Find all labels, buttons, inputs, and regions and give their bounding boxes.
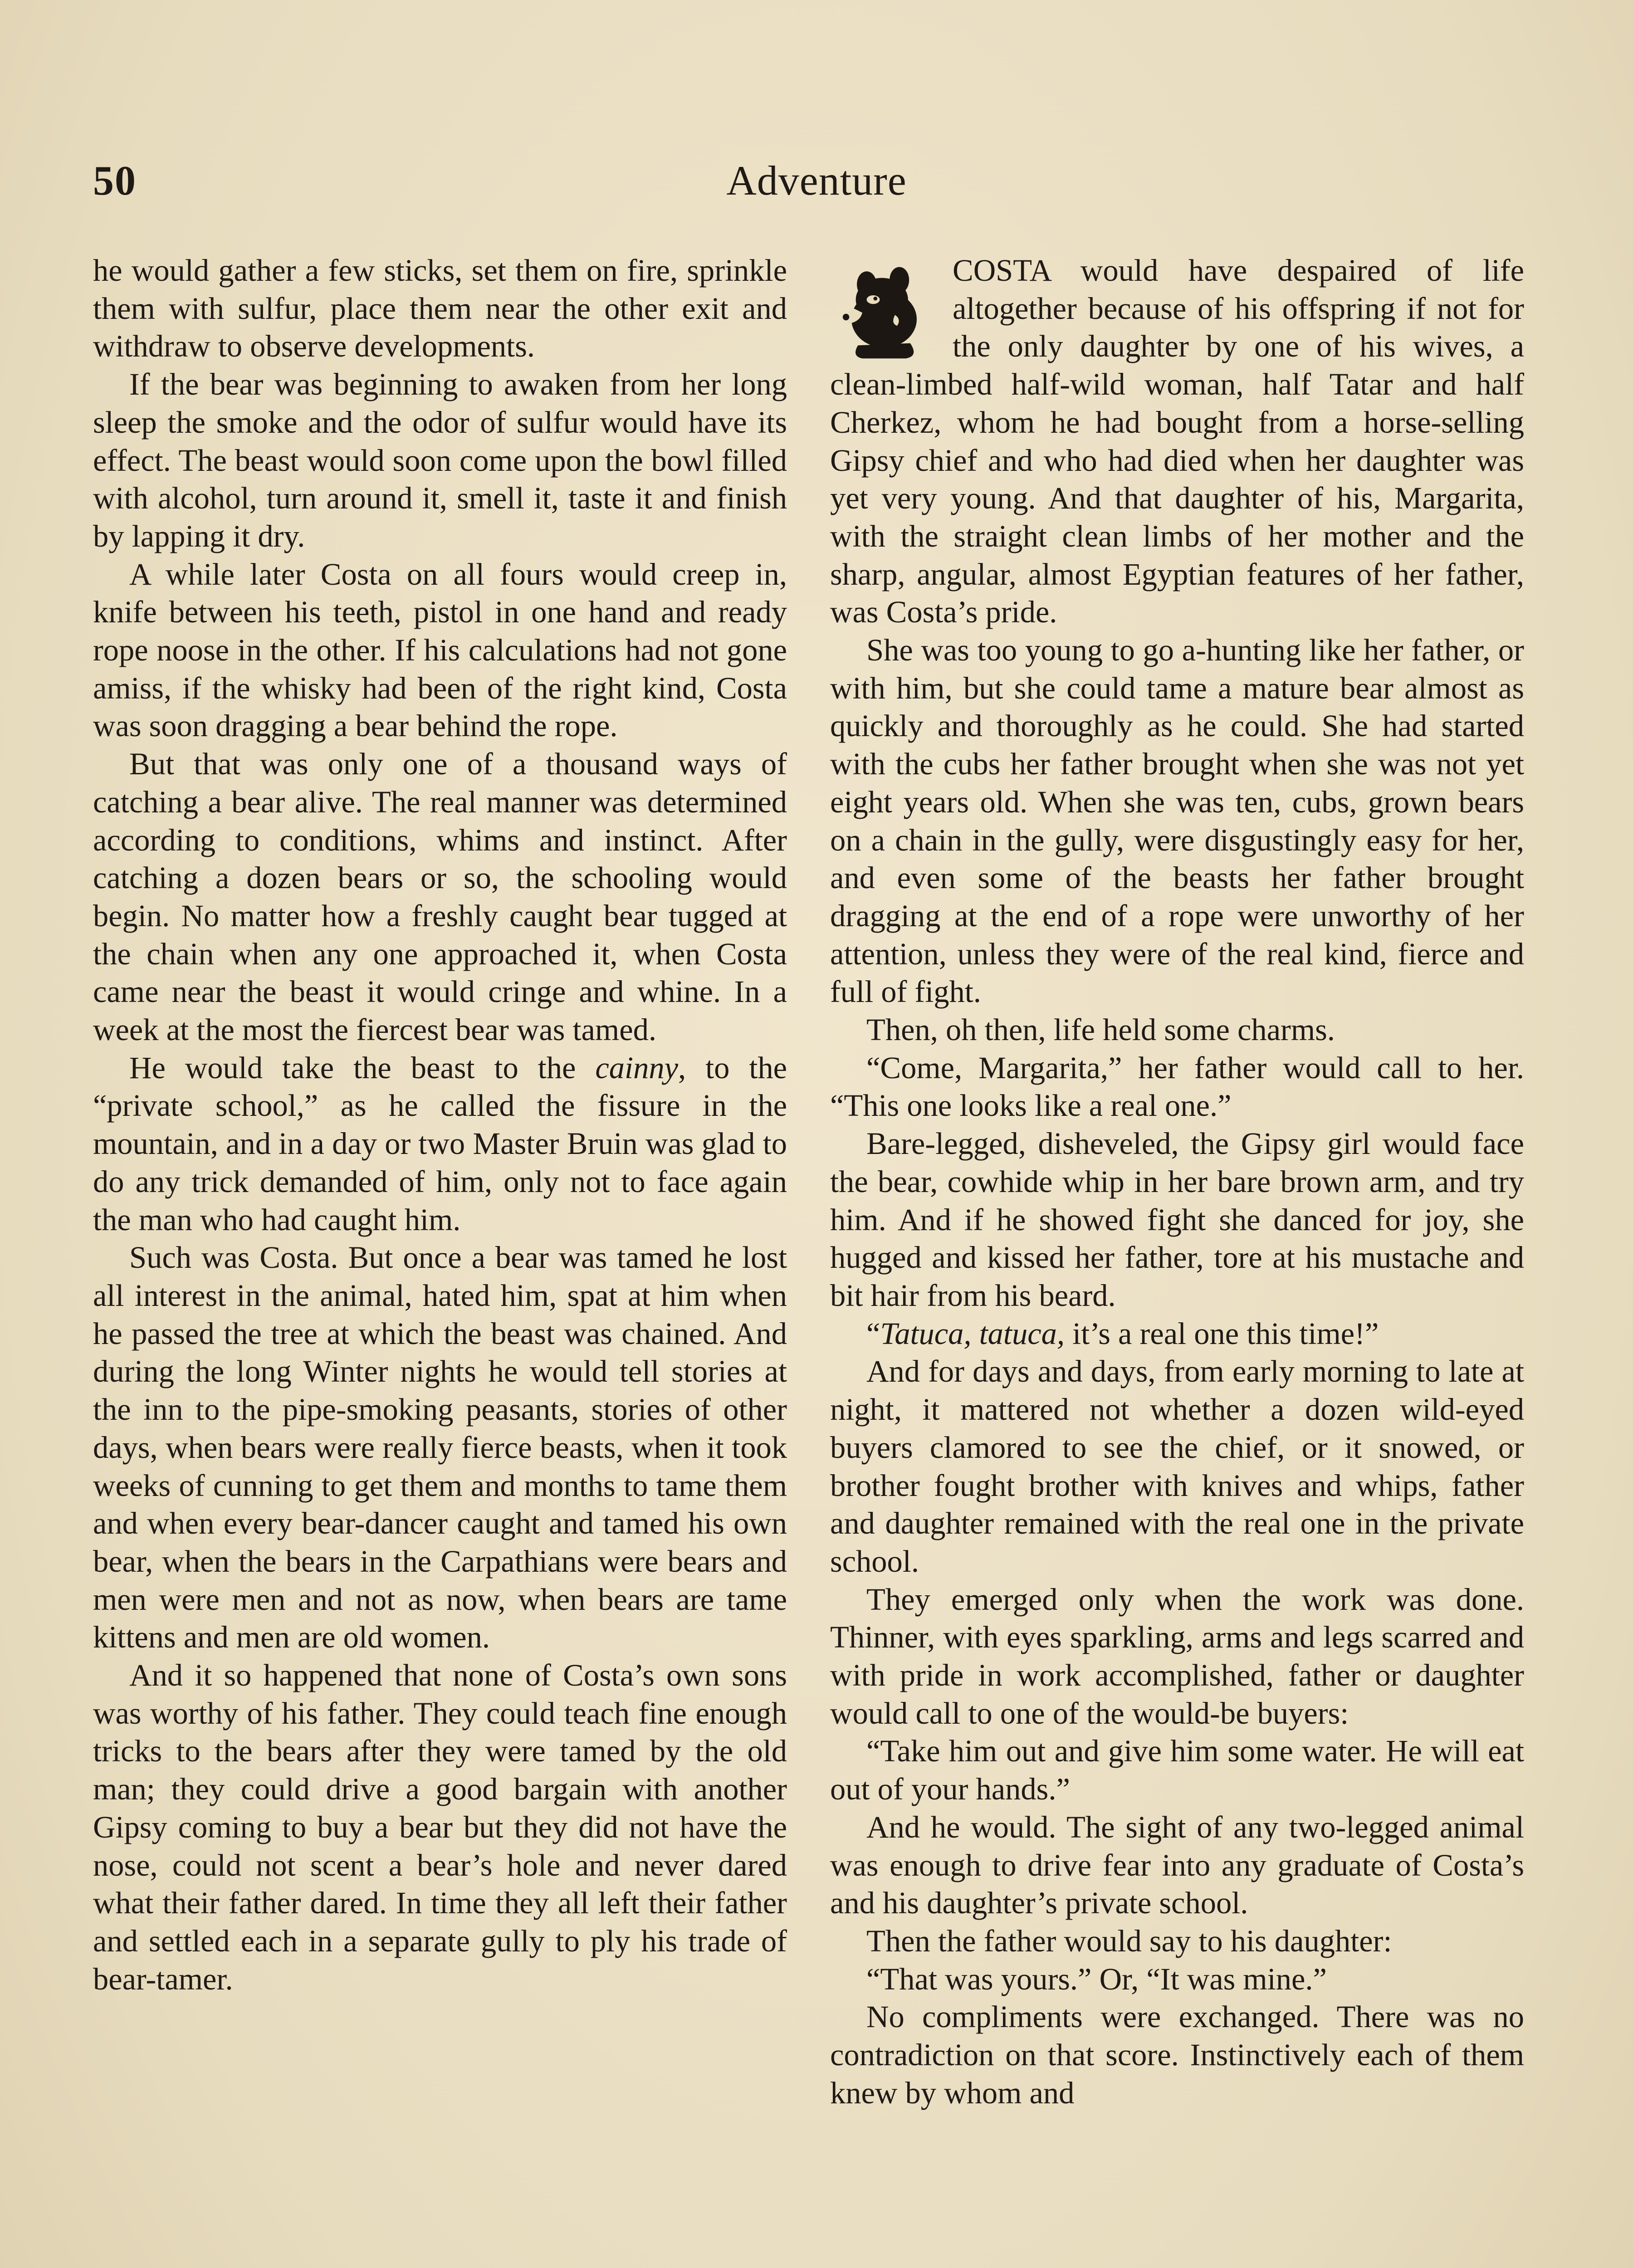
- paragraph: [830, 1315, 1524, 1353]
- text-run: it’s a real one this time!”: [1065, 1316, 1379, 1351]
- paragraph: Then the father would say to his daughter:: [866, 1923, 1392, 1958]
- paragraph: Then, oh then, life held some charms.: [866, 1012, 1335, 1047]
- paragraph: “Come, Margarita,” her father would call to her. “This one looks like a real one.”: [830, 1050, 1524, 1123]
- paragraph: And it so happened that none of Costa’s own sons was worthy of his father. They could teach fine enough tricks to the bears after they were tamed by the old man; they could drive a good bargain with another Gipsy coming to buy a bear but they did not have the nose, could not scent a bear’s hole and never dared what their father dared. In time they all left their father and settled each in a separate gully to ply his trade of bear-tamer.: [93, 1658, 787, 1996]
- paragraph: No compliments were exchanged. There was no contradiction on that score. Instinctively each of them knew by whom and: [830, 1999, 1524, 2110]
- running-head: Adventure: [726, 157, 907, 204]
- right-column: [830, 252, 1524, 2112]
- left-column: [93, 252, 787, 1998]
- italic-word: cainny: [595, 1050, 678, 1085]
- paragraph: A while later Costa on all fours would creep in, knife between his teeth, pistol in one hand and ready rope noose in the other. If his calculations had not gone amiss, if the whisky had been of the right kind, Costa was soon dragging a bear behind the rope.: [93, 557, 787, 743]
- paragraph: They emerged only when the work was done. Thinner, with eyes sparkling, arms and legs scarred and with pride in work accomplished, father or daughter would call to one of the would-be buyers:: [830, 1582, 1524, 1730]
- paragraph: Such was Costa. But once a bear was tamed he lost all interest in the animal, hated him, spat at him when he passed the tree at which the beast was chained. And during the long Winter nights he would tell stories at the inn to the pipe-smoking peasants, stories of other days, when bears were really fierce beasts, when it took weeks of cunning to get them and months to tame them and when every bear-dancer caught and tamed his own bear, when the bears in the Carpathians were bears and men were men and not as now, when bears are tame kittens and men are old women.: [93, 1240, 787, 1655]
- text-run: , to the “private school,” as he called the fissure in the mountain, and in a day or two Master Bruin was glad to do any trick demanded of him, only not to face again the man who had caught him.: [93, 1050, 787, 1237]
- text-run: COSTA would have despaired of life altogether because of his offspring if not for the only daughter by one of his wives, a clean-limbed half-wild woman, half Tatar and half Cherkez, whom he had bought from a horse-selling Gipsy chief and who had died when her daughter was yet very young. And that daughter of his, Margarita, with the straight clean limbs of her mother and the sharp, angular, almost Egyptian features of her father, was Costa’s pride.: [830, 253, 1524, 630]
- paragraph: he would gather a few sticks, set them on fire, sprinkle them with sulfur, place them near the other exit and withdraw to observe developments.: [93, 253, 787, 364]
- text-run: He would take the beast to the: [129, 1050, 596, 1085]
- paragraph: She was too young to go a-hunting like her father, or with him, but she could tame a mature bear almost as quickly and thoroughly as he could. She had started with the cubs her father brought when she was not yet eight years old. When she was ten, cubs, grown bears on a chain in the gully, were disgustingly easy for her, and even some of the beasts her father brought dragging at the end of a rope were unworthy of her attention, unless they were of the real kind, fierce and full of fight.: [830, 633, 1524, 1009]
- paragraph: And he would. The sight of any two-legged animal was enough to drive fear into any graduate of Costa’s and his daughter’s private school.: [830, 1809, 1524, 1921]
- paragraph: Bare-legged, disheveled, the Gipsy girl would face the bear, cowhide whip in her bare brown arm, and try him. And if he showed fight she danced for joy, she hugged and kissed her father, tore at his mustache and bit hair from his beard.: [830, 1126, 1524, 1313]
- opening-paragraph: [830, 252, 1524, 631]
- page-number: 50: [93, 157, 137, 204]
- bear-head-ornament-icon: [826, 252, 943, 361]
- paragraph: “Take him out and give him some water. He will eat out of your hands.”: [830, 1734, 1524, 1807]
- paragraph: But that was only one of a thousand ways of catching a bear alive. The real manner was determined according to conditions, whims and instinct. After catching a dozen bears or so, the schooling would begin. No matter how a freshly caught bear tugged at the chain when any one approached it, when Costa came near the beast it would cringe and whine. In a week at the most the fiercest bear was tamed.: [93, 747, 787, 1047]
- paragraph: If the bear was beginning to awaken from her long sleep the smoke and the odor of sulfur would have its effect. The beast would soon come upon the bowl filled with alcohol, turn around it, smell it, taste it and finish by lapping it dry.: [93, 367, 787, 553]
- paragraph: And for days and days, from early morning to late at night, it mattered not whether a dozen wild-eyed buyers clamored to see the chief, or it snowed, or brother fought brother with knives and whips, father and daughter remained with the real one in the private school.: [830, 1354, 1524, 1579]
- italic-words: Tatuca, tatuca,: [880, 1316, 1065, 1351]
- paragraph: [93, 1049, 787, 1239]
- quote-mark: “: [866, 1316, 880, 1351]
- paragraph: “That was yours.” Or, “It was mine.”: [866, 1961, 1327, 1996]
